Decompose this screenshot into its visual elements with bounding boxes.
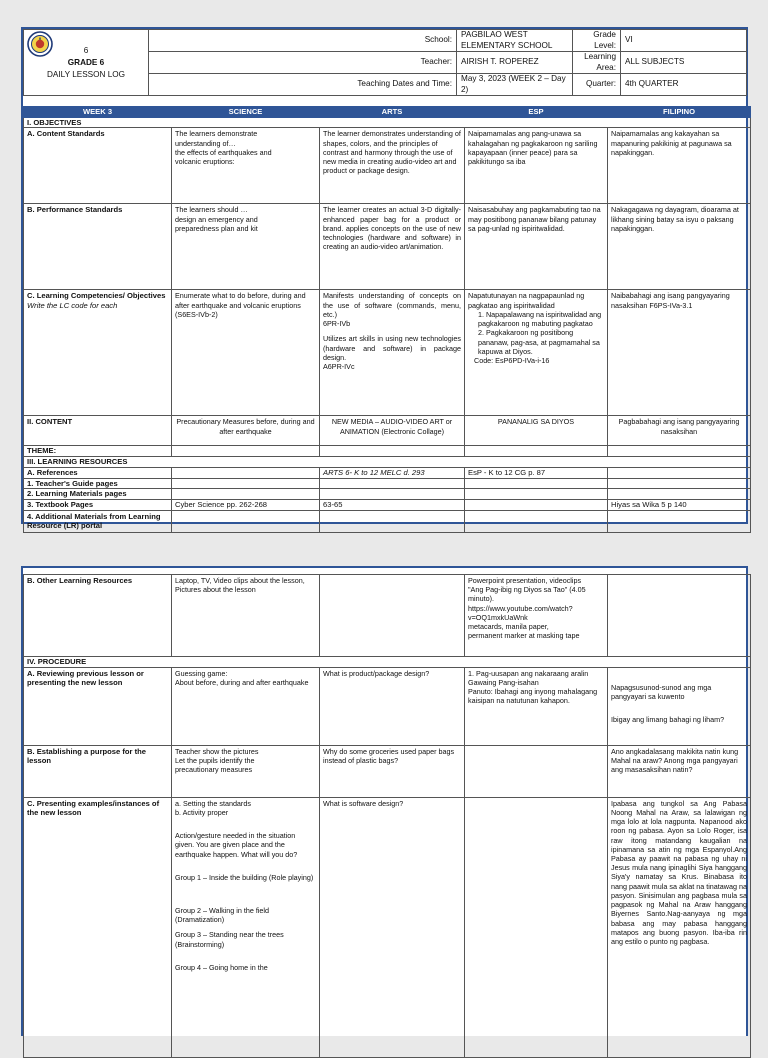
text-line: Ibigay ang limang bahagi ng liham? — [611, 715, 725, 725]
text-line: b. Activity proper — [175, 807, 229, 817]
competencies-label — [24, 290, 172, 416]
text-line: design an emergency and — [175, 214, 258, 224]
lesson-table-2 — [23, 574, 751, 1058]
quarter-value: 4th QUARTER — [621, 74, 747, 96]
grade-level-label: Grade Level: — [573, 30, 621, 52]
text-line: Powerpoint presentation, videoclips — [468, 576, 582, 585]
text-line: understanding of… — [175, 138, 236, 148]
competencies-label-note: Write the LC code for each — [27, 301, 118, 311]
presenting-label: C. Presenting examples/instances of the new lesson — [24, 797, 172, 1057]
col-week: WEEK 3 — [24, 107, 172, 118]
group-3: Group 3 – Standing near the trees (Brainstorming) — [175, 930, 284, 949]
performance-standards-arts: The learner creates an actual 3-D digitally-enhanced paper bag for a product or brand. applies concepts on the use of new technologies (hardware and software) in creating an audio-video art/animation. — [320, 204, 465, 290]
textbook-arts: 63-65 — [320, 500, 465, 511]
school-value: PAGBILAO WEST ELEMENTARY SCHOOL — [457, 30, 573, 52]
learning-materials-label: 2. Learning Materials pages — [24, 489, 172, 500]
references-esp: EsP - K to 12 CG p. 87 — [465, 467, 608, 478]
competencies-science: Enumerate what to do before, during and after earthquake and volcanic eruptions (S6ES-IVb-2) — [172, 290, 320, 416]
performance-standards-esp: Naisasabuhay ang pagkamabuting tao na may positibong pananaw bilang patunay sa pag-unlad ng ispiritwalidad. — [465, 204, 608, 290]
objectives-heading: I. OBJECTIVES — [24, 117, 751, 128]
competencies-filipino: Naibabahagi ang isang pangyayaring nasaksihan F6PS-IVa-3.1 — [608, 290, 751, 416]
references-arts: ARTS 6- K to 12 MELC d. 293 — [320, 467, 465, 478]
theme-label: THEME: — [24, 446, 172, 457]
review-arts: What is product/package design? — [320, 667, 465, 745]
purpose-filipino: Ano angkadalasang makikita natin kung Mahal na araw? Anong mga pangyayari ang masasaksihan natin? — [608, 745, 751, 797]
text-line: the effects of earthquakes and — [175, 147, 272, 157]
text-line: 1. Pag-uusapan ang nakaraang aralin — [468, 668, 589, 678]
performance-standards-label: B. Performance Standards — [24, 204, 172, 290]
purpose-row — [24, 745, 751, 797]
col-esp: ESP — [465, 107, 608, 118]
arts-code-2: A6PR-IVc — [323, 361, 355, 371]
content-standards-label: A. Content Standards — [24, 128, 172, 204]
text-line: Teacher show the pictures — [175, 746, 259, 756]
group-4: Group 4 – Going home in the — [175, 962, 268, 972]
group-1: Group 1 – Inside the building (Role playing) — [175, 872, 314, 882]
text-line: preparedness plan and kit — [175, 223, 258, 233]
content-science: Precautionary Measures before, during and after earthquake — [172, 416, 320, 446]
procedure-heading: IV. PROCEDURE — [24, 657, 751, 668]
school-label: School: — [149, 30, 457, 52]
text-line: About before, during and after earthquake — [175, 677, 309, 687]
log-title: DAILY LESSON LOG — [47, 69, 125, 79]
content-standards-arts: The learner demonstrates understanding of shapes, colors, and the principles of contrast and harmony through the use of new media in creating audio-video art and product or package design. — [320, 128, 465, 204]
lesson-log-page-1 — [21, 27, 748, 531]
esp-competency-item-1: 1. Napapalawang na ispiritwalidad ang pagkakaroon ng mabuting pagkatao — [478, 309, 602, 329]
arts-competency-2: Utilizes art skills in using new technologies (hardware and software) in package design. — [323, 334, 461, 362]
dates-label: Teaching Dates and Time: — [149, 74, 457, 96]
competencies-esp — [465, 290, 608, 416]
lesson-log-page-2 — [21, 566, 748, 1036]
competencies-label-text: C. Learning Competencies/ Objectives — [27, 291, 166, 301]
presenting-science — [172, 797, 320, 1057]
content-standards-filipino: Naipamamalas ang kakayahan sa mapanuring pakikinig at pagunawa sa napakinggan. — [608, 128, 751, 204]
references-label: A. References — [24, 467, 172, 478]
other-resources-label: B. Other Learning Resources — [24, 575, 172, 657]
textbook-label: 3. Textbook Pages — [24, 500, 172, 511]
text-line: Gawaing Pang-isahan — [468, 677, 539, 687]
review-esp — [465, 667, 608, 745]
col-arts: ARTS — [320, 107, 465, 118]
text-line: metacards, manila paper, — [468, 622, 549, 632]
lesson-table-1 — [23, 106, 751, 533]
grade-number: 6 — [83, 45, 89, 55]
presenting-arts: What is software design? — [320, 797, 465, 1057]
text-line: "Ang Pag-ibig ng Diyos sa Tao" (4.05 — [468, 585, 586, 595]
other-resources-row — [24, 575, 751, 657]
col-filipino: FILIPINO — [608, 107, 751, 118]
content-filipino: Pagbabahagi ang isang pangyayaring nasaksihan — [608, 416, 751, 446]
purpose-arts: Why do some groceries used paper bags instead of plastic bags? — [320, 745, 465, 797]
text-line: Action/gesture needed in the situation given. You are given place and the earthquake happen. What will you do? — [175, 831, 298, 859]
performance-standards-filipino: Nakagagawa ng dayagram, dioarama at likhang sining batay sa isyu o paksang napakinggan. — [608, 204, 751, 290]
other-resources-science: Laptop, TV, Video clips about the lesson, Pictures about the lesson — [172, 575, 320, 657]
esp-video-link-id[interactable]: v=OQ1mxkUaWnk — [468, 612, 528, 622]
content-standards-row — [24, 128, 751, 204]
teacher-value: AIRISH T. ROPEREZ — [457, 52, 573, 74]
other-resources-esp — [465, 575, 608, 657]
esp-code: Code: EsP6PD-IVa-i-16 — [474, 355, 550, 365]
dates-value: May 3, 2023 (WEEK 2 – Day 2) — [457, 74, 573, 96]
grade-label: GRADE 6 — [67, 57, 105, 67]
content-arts: NEW MEDIA – AUDIO-VIDEO ART or ANIMATION (Electronic Collage) — [320, 416, 465, 446]
text-line: precautionary measures — [175, 765, 253, 775]
text-line: The learners should … — [175, 205, 248, 215]
text-line: a. Setting the standards — [175, 798, 251, 808]
presenting-filipino: Ipabasa ang tungkol sa Ang Pabasa Noong Mahal na Araw, sa lalawigan ng mga lolo at lola nagpunta. Napanood ako roon ng pabasa. Ayon sa Lolo Roger, isa raw itong matandang kaugalian na ipinamana sa atin ng mga Espanyol.Ang Pabasa ay paawit na pabasa ng uhay ni Jesus mula nang ipinaglihi Siya hanggang Siya'y namatay sa Krus. Binabasa ito nang paawit mula sa aklat na tinatawag na pasyon. Sinisimulan ang pagbasa mula sa pagpasok ng Mahal na Araw hanggang Biyernes Santo.Nag-aanyaya ng mga babasa ang may pabasa hanggang matapos ang buong pasyon. Iba-iba rin ang estilo o punto ng pagbasa. — [608, 797, 751, 1057]
header-table — [23, 29, 747, 96]
quarter-label: Quarter: — [573, 74, 621, 96]
review-label: A. Reviewing previous lesson or presenting the new lesson — [24, 667, 172, 745]
content-standards-esp: Naipamamalas ang pang-unawa sa kahalagahan ng pagkakaroon ng sariling kapayapaan (inner peace) para sa pakikitungo sa iba — [465, 128, 608, 204]
competencies-row — [24, 290, 751, 416]
content-standards-science — [172, 128, 320, 204]
esp-competency-item-2: 2. Pagkakaroon ng positibong pananaw, pag-asa, at pagmamahal sa kapuwa at Diyos. — [478, 328, 600, 356]
content-esp: PANANALIG SA DIYOS — [465, 416, 608, 446]
text-line: minuto). — [468, 594, 494, 604]
esp-competency-intro: Napatutunayan na nagpapaunlad ng pagkatao ang ispiritwalidad — [468, 291, 585, 310]
text-line: permanent marker at masking tape — [468, 631, 580, 641]
teacher-label: Teacher: — [149, 52, 457, 74]
esp-video-link[interactable]: https://www.youtube.com/watch? — [468, 603, 573, 613]
arts-competency-1: Manifests understanding of concepts on the use of software (commands, menu, etc.) — [323, 291, 461, 319]
text-line: volcanic eruptions: — [175, 157, 235, 167]
lr-portal-label: 4. Additional Materials from Learning Resource (LR) portal — [24, 510, 172, 532]
text-line: Let the pupils identify the — [175, 755, 255, 765]
col-science: SCIENCE — [172, 107, 320, 118]
performance-standards-science — [172, 204, 320, 290]
column-header-row — [24, 107, 751, 118]
resources-heading: III. LEARNING RESOURCES — [24, 457, 751, 468]
content-label: II. CONTENT — [24, 416, 172, 446]
logo-cell — [24, 30, 149, 96]
area-value: ALL SUBJECTS — [621, 52, 747, 74]
review-science — [172, 667, 320, 745]
purpose-science — [172, 745, 320, 797]
arts-code-1: 6PR-IVb — [323, 319, 351, 329]
competencies-arts — [320, 290, 465, 416]
grade-level-value: VI — [621, 30, 747, 52]
text-line: The learners demonstrate — [175, 129, 258, 139]
presenting-row — [24, 797, 751, 1057]
text-line: Guessing game: — [175, 668, 228, 678]
deped-seal-icon — [27, 31, 53, 57]
group-2: Group 2 – Walking in the field (Dramatization) — [175, 906, 270, 925]
text-line: Panuto: Ibahagi ang inyong mahalagang kaisipan na natutunan kahapon. — [468, 687, 598, 706]
content-row — [24, 416, 751, 446]
performance-standards-row — [24, 204, 751, 290]
textbook-science: Cyber Science pp. 262-268 — [172, 500, 320, 511]
textbook-filipino: Hiyas sa Wika 5 p 140 — [608, 500, 751, 511]
review-row — [24, 667, 751, 745]
text-line: Napagsusunod-sunod ang mga pangyayari sa kuwento — [611, 682, 712, 701]
review-filipino — [608, 667, 751, 745]
area-label: Learning Area: — [573, 52, 621, 74]
teachers-guide-label: 1. Teacher's Guide pages — [24, 478, 172, 489]
purpose-label: B. Establishing a purpose for the lesson — [24, 745, 172, 797]
